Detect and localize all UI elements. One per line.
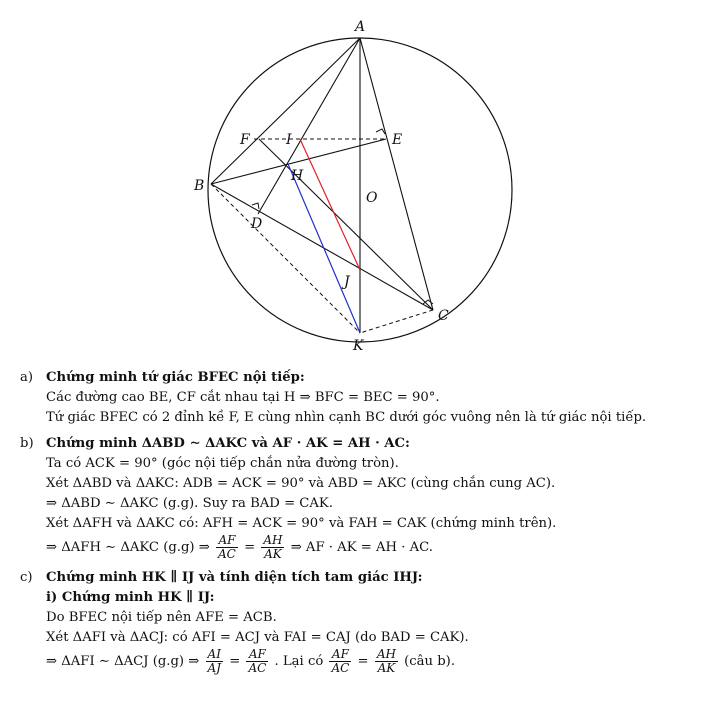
fraction-ah-ak: $\frac{AH}{AK}$ bbox=[263, 533, 283, 561]
part-c-subtitle: i) Chứng minh HK ∥ IJ: bbox=[46, 590, 215, 605]
part-a-title: Chứng minh tứ giác BFEC nội tiếp: bbox=[46, 370, 305, 385]
part-b-line-5 bbox=[46, 534, 700, 562]
label-F: F bbox=[240, 132, 250, 148]
part-c-final-pre: ⇒ ΔAFI ∼ ΔACJ (g.g) ⇒ bbox=[46, 654, 200, 669]
label-B: B bbox=[194, 178, 205, 194]
part-c-line-2: Xét ΔAFI và ΔACJ: có AFI = ACJ và FAI = CAJ (do BAD = CAK). bbox=[46, 630, 469, 645]
label-J: J bbox=[344, 274, 350, 290]
fraction-ah-ak-2: $\frac{AH}{AK}$ bbox=[376, 647, 396, 675]
label-D: D bbox=[251, 216, 263, 232]
part-c-final-post: (câu b). bbox=[404, 654, 456, 669]
part-b-letter: b) bbox=[20, 436, 34, 451]
part-c-line-3 bbox=[46, 648, 700, 676]
label-E: E bbox=[392, 132, 403, 148]
equals-sign-2: = bbox=[357, 654, 369, 669]
part-c-letter: c) bbox=[20, 570, 33, 585]
side-AB bbox=[211, 38, 360, 184]
part-a-line-1: Các đường cao BE, CF cắt nhau tại H ⇒ BFC = BEC = 90°. bbox=[46, 390, 440, 405]
side-BC bbox=[211, 184, 433, 310]
part-a-letter: a) bbox=[20, 370, 34, 385]
part-b-line-1: Ta có ACK = 90° (góc nội tiếp chắn nửa đường tròn). bbox=[46, 456, 399, 471]
label-A: A bbox=[355, 19, 366, 35]
part-b-final-post: ⇒ AF · AK = AH · AC. bbox=[290, 540, 433, 555]
fraction-af-ac: $\frac{AF}{AC}$ bbox=[248, 647, 267, 675]
label-C: C bbox=[438, 308, 449, 324]
side-AC bbox=[360, 38, 433, 310]
part-c bbox=[20, 568, 700, 676]
part-a-line-2: Tứ giác BFEC có 2 đỉnh kề F, E cùng nhìn cạnh BC dưới góc vuông nên là tứ giác nội tiếp. bbox=[46, 410, 647, 425]
label-K: K bbox=[353, 338, 364, 354]
solution-text bbox=[20, 368, 700, 682]
part-b bbox=[20, 434, 700, 562]
right-angle-E bbox=[376, 129, 385, 134]
segment-IJ bbox=[300, 139, 360, 270]
part-a bbox=[20, 368, 700, 428]
label-H: H bbox=[291, 168, 304, 184]
part-b-line-4: Xét ΔAFH và ΔAKC có: AFH = ACK = 90° và FAH = CAK (chứng minh trên). bbox=[46, 516, 557, 531]
part-c-final-mid: . Lại có bbox=[274, 654, 324, 669]
segment-CK bbox=[360, 310, 433, 333]
fraction-af-ac: $\frac{AF}{AC}$ bbox=[218, 533, 236, 561]
part-c-line-1: Do BFEC nội tiếp nên AFE = ACB. bbox=[46, 610, 277, 625]
segment-BK bbox=[211, 184, 360, 333]
segment-HK bbox=[288, 164, 360, 333]
equals-sign: = bbox=[244, 540, 256, 555]
part-b-line-2: Xét ΔABD và ΔAKC: ADB = ACK = 90° và ABD = AKC (cùng chắn cung AC). bbox=[46, 476, 556, 491]
part-b-title: Chứng minh ΔABD ∼ ΔAKC và AF · AK = AH · AC: bbox=[46, 436, 410, 451]
label-O: O bbox=[366, 190, 378, 206]
fraction-af-ac-2: $\frac{AF}{AC}$ bbox=[331, 647, 350, 675]
part-c-title: Chứng minh HK ∥ IJ và tính diện tích tam giác IHJ: bbox=[46, 570, 423, 585]
part-b-final-pre: ⇒ ΔAFH ∼ ΔAKC (g.g) ⇒ bbox=[46, 540, 210, 555]
label-I: I bbox=[286, 132, 292, 148]
equals-sign: = bbox=[229, 654, 241, 669]
part-b-line-3: ⇒ ΔABD ∼ ΔAKC (g.g). Suy ra BAD = CAK. bbox=[46, 496, 333, 511]
fraction-ai-aj: $\frac{AI}{AJ}$ bbox=[207, 647, 221, 675]
